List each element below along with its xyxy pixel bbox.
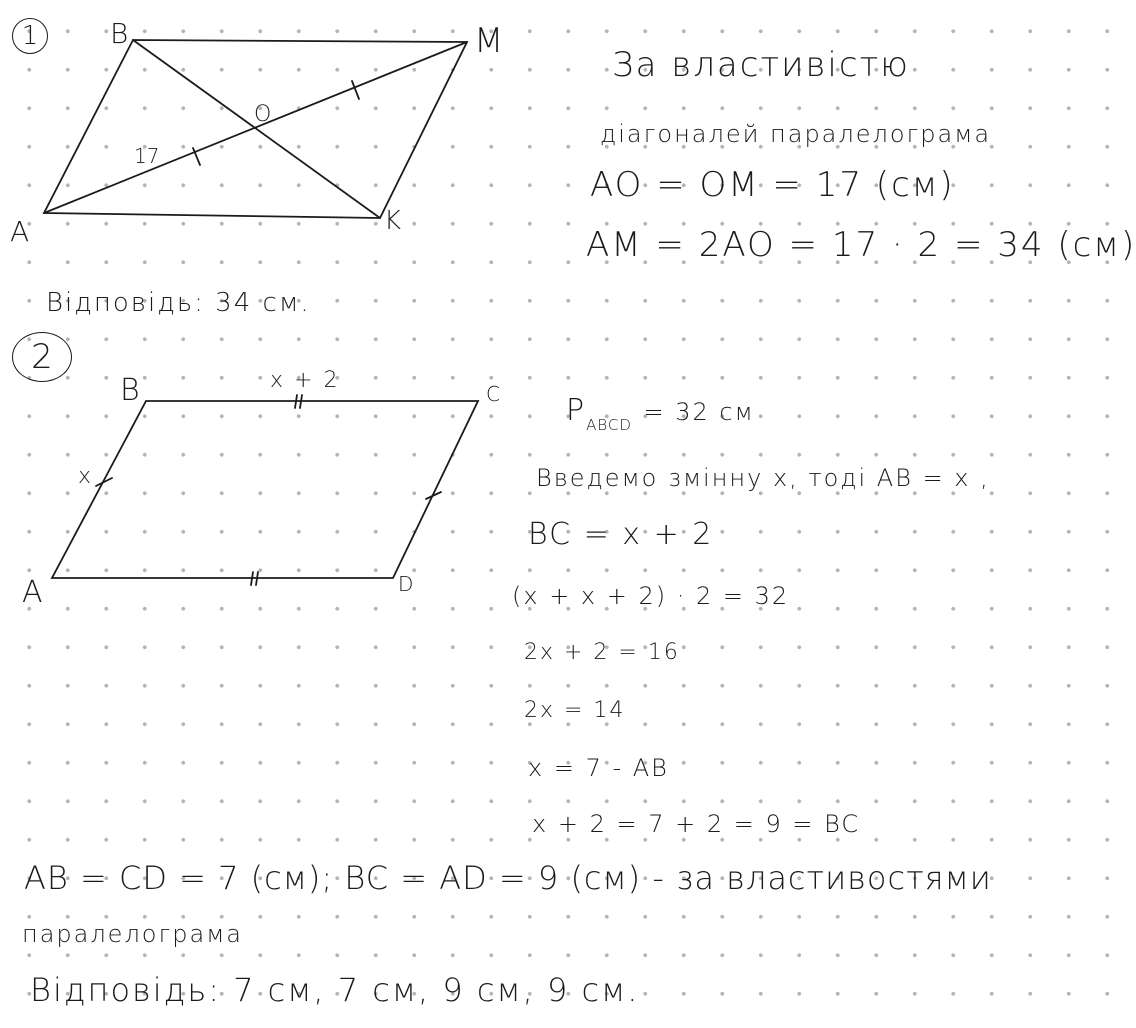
property-line-1: За властивістю bbox=[612, 45, 910, 85]
perimeter-symbol: P bbox=[566, 393, 587, 428]
side-ab-label: x bbox=[78, 464, 92, 489]
problem-2-number-text: 2 bbox=[31, 337, 53, 377]
equation-step-2: 2x = 14 bbox=[524, 698, 626, 723]
variable-line: Введемо змінну x, тоді AB = x , bbox=[536, 464, 990, 492]
tick-bc-2 bbox=[300, 395, 302, 408]
answer-1: Відповідь: 34 см. bbox=[46, 288, 311, 318]
conclusion-line-1: AB = CD = 7 (см); BC = AD = 9 (см) - за властивостями bbox=[24, 859, 992, 897]
vertex-d-2: D bbox=[398, 572, 414, 596]
perimeter bbox=[566, 393, 755, 434]
problem-1-number-text: 1 bbox=[21, 21, 39, 51]
conclusion-line-2: паралелограма bbox=[22, 920, 244, 948]
vertex-m-1: M bbox=[474, 21, 504, 61]
perimeter-equation: (x + x + 2) · 2 = 32 bbox=[512, 582, 790, 610]
am-equation: AM = 2AO = 17 · 2 = 34 (см) bbox=[586, 225, 1136, 265]
tick-bc-1 bbox=[295, 395, 297, 408]
vertex-b-2: B bbox=[120, 373, 140, 408]
bc-expression: BC = x + 2 bbox=[528, 517, 714, 552]
side-bc-label: x + 2 bbox=[270, 368, 340, 393]
perimeter-value: = 32 см bbox=[643, 398, 755, 426]
perimeter-subscript: ABCD bbox=[586, 416, 632, 434]
property-line-2: діагоналей паралелограма bbox=[600, 120, 992, 148]
vertex-a-1: A bbox=[10, 215, 30, 248]
answer-2: Відповідь: 7 см, 7 см, 9 см, 9 см. bbox=[30, 971, 640, 1009]
vertex-o-1: O bbox=[254, 102, 272, 127]
ao-om-equation: AO = OM = 17 (см) bbox=[590, 165, 955, 205]
segment-ao-label: 17 bbox=[134, 144, 160, 168]
vertex-c-2: C bbox=[486, 382, 500, 406]
vertex-a-2: A bbox=[22, 575, 43, 610]
vertex-b-1: B bbox=[110, 17, 129, 50]
equation-step-3: x = 7 - AB bbox=[528, 754, 669, 782]
vertex-k-1: K bbox=[384, 206, 402, 236]
tick-ad-2 bbox=[256, 572, 258, 585]
parallelogram-abcd-outline bbox=[52, 401, 478, 578]
equation-step-4: x + 2 = 7 + 2 = 9 = BC bbox=[532, 810, 861, 838]
tick-ad-1 bbox=[251, 572, 253, 585]
equation-step-1: 2x + 2 = 16 bbox=[524, 640, 680, 665]
